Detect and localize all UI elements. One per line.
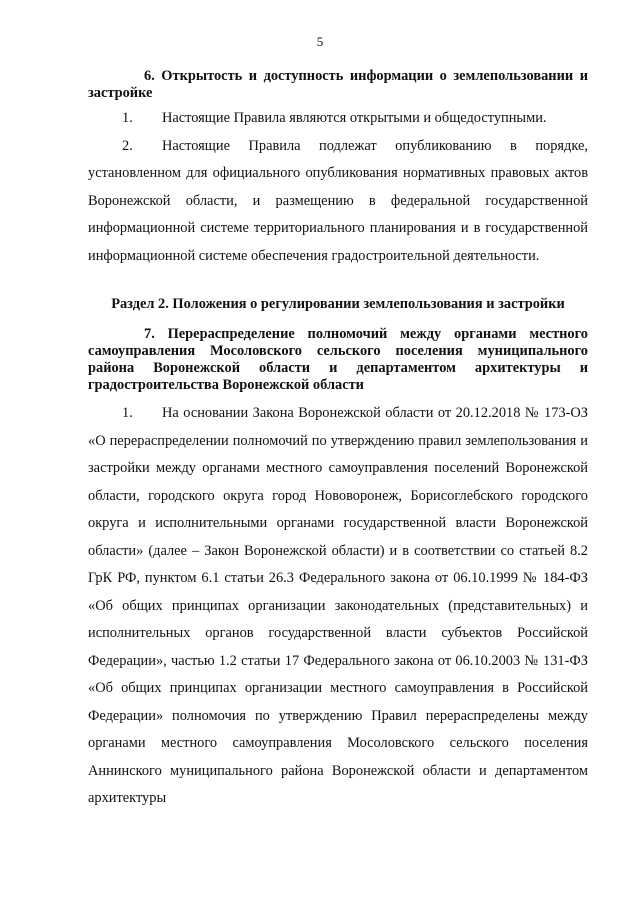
section-7-item-1	[88, 400, 588, 813]
item-text: Настоящие Правила подлежат опубликованию в порядке, установленном для официального опубликования нормативных правовых актов Воронежской области, и размещению в федеральной государственной информационной системе территориального планирования и в государственной информационной системе обеспечения градостроительной деятельности.	[88, 137, 588, 264]
section-2-heading: Раздел 2. Положения о регулировании землепользования и застройки	[111, 296, 565, 312]
item-number: 1.	[122, 110, 133, 126]
page-content	[88, 60, 588, 813]
section-6-item-2	[88, 133, 588, 271]
section-7-heading: 7. Перераспределение полномочий между органами местного самоуправления Мосоловского сельского поселения муниципального района Воронежской области и департаментом архитектуры и градостроительства Воронежской области	[88, 326, 588, 393]
item-number: 2.	[122, 137, 133, 154]
page-number: 5	[316, 34, 324, 49]
item-text: На основании Закона Воронежской области от 20.12.2018 № 173-ОЗ «О перераспределении полномочий по утверждению правил землепользования и застройки между органами местного самоуправления поселений Воронежской области, городского округа город Нововоронеж, Борисоглебского городского округа и исполнительными органами государственной власти Воронежской области» (далее – Закон Воронежской области) и в соответствии со статьей 8.2 ГрК РФ, пунктом 6.1 статьи 26.3 Федерального закона от 06.10.1999 № 184-ФЗ «Об общих принципах организации законодательных (представительных) и исполнительных органов государственной власти субъектов Российской Федерации», частью 1.2 статьи 17 Федерального закона от 06.10.2003 № 131-ФЗ «Об общих принципах организации местного самоуправления в Российской Федерации» полномочия по утверждению Правил перераспределены между органами местного самоуправления Мосоловского сельского поселения Аннинского муниципального района Воронежской области и департаментом архитектуры	[88, 405, 588, 806]
section-6-item-1	[88, 105, 588, 133]
section-6-heading: 6. Открытость и доступность информации о землепользовании и застройке	[88, 68, 588, 101]
item-number: 1.	[122, 405, 133, 421]
item-text: Настоящие Правила являются открытыми и общедоступными.	[162, 110, 547, 126]
